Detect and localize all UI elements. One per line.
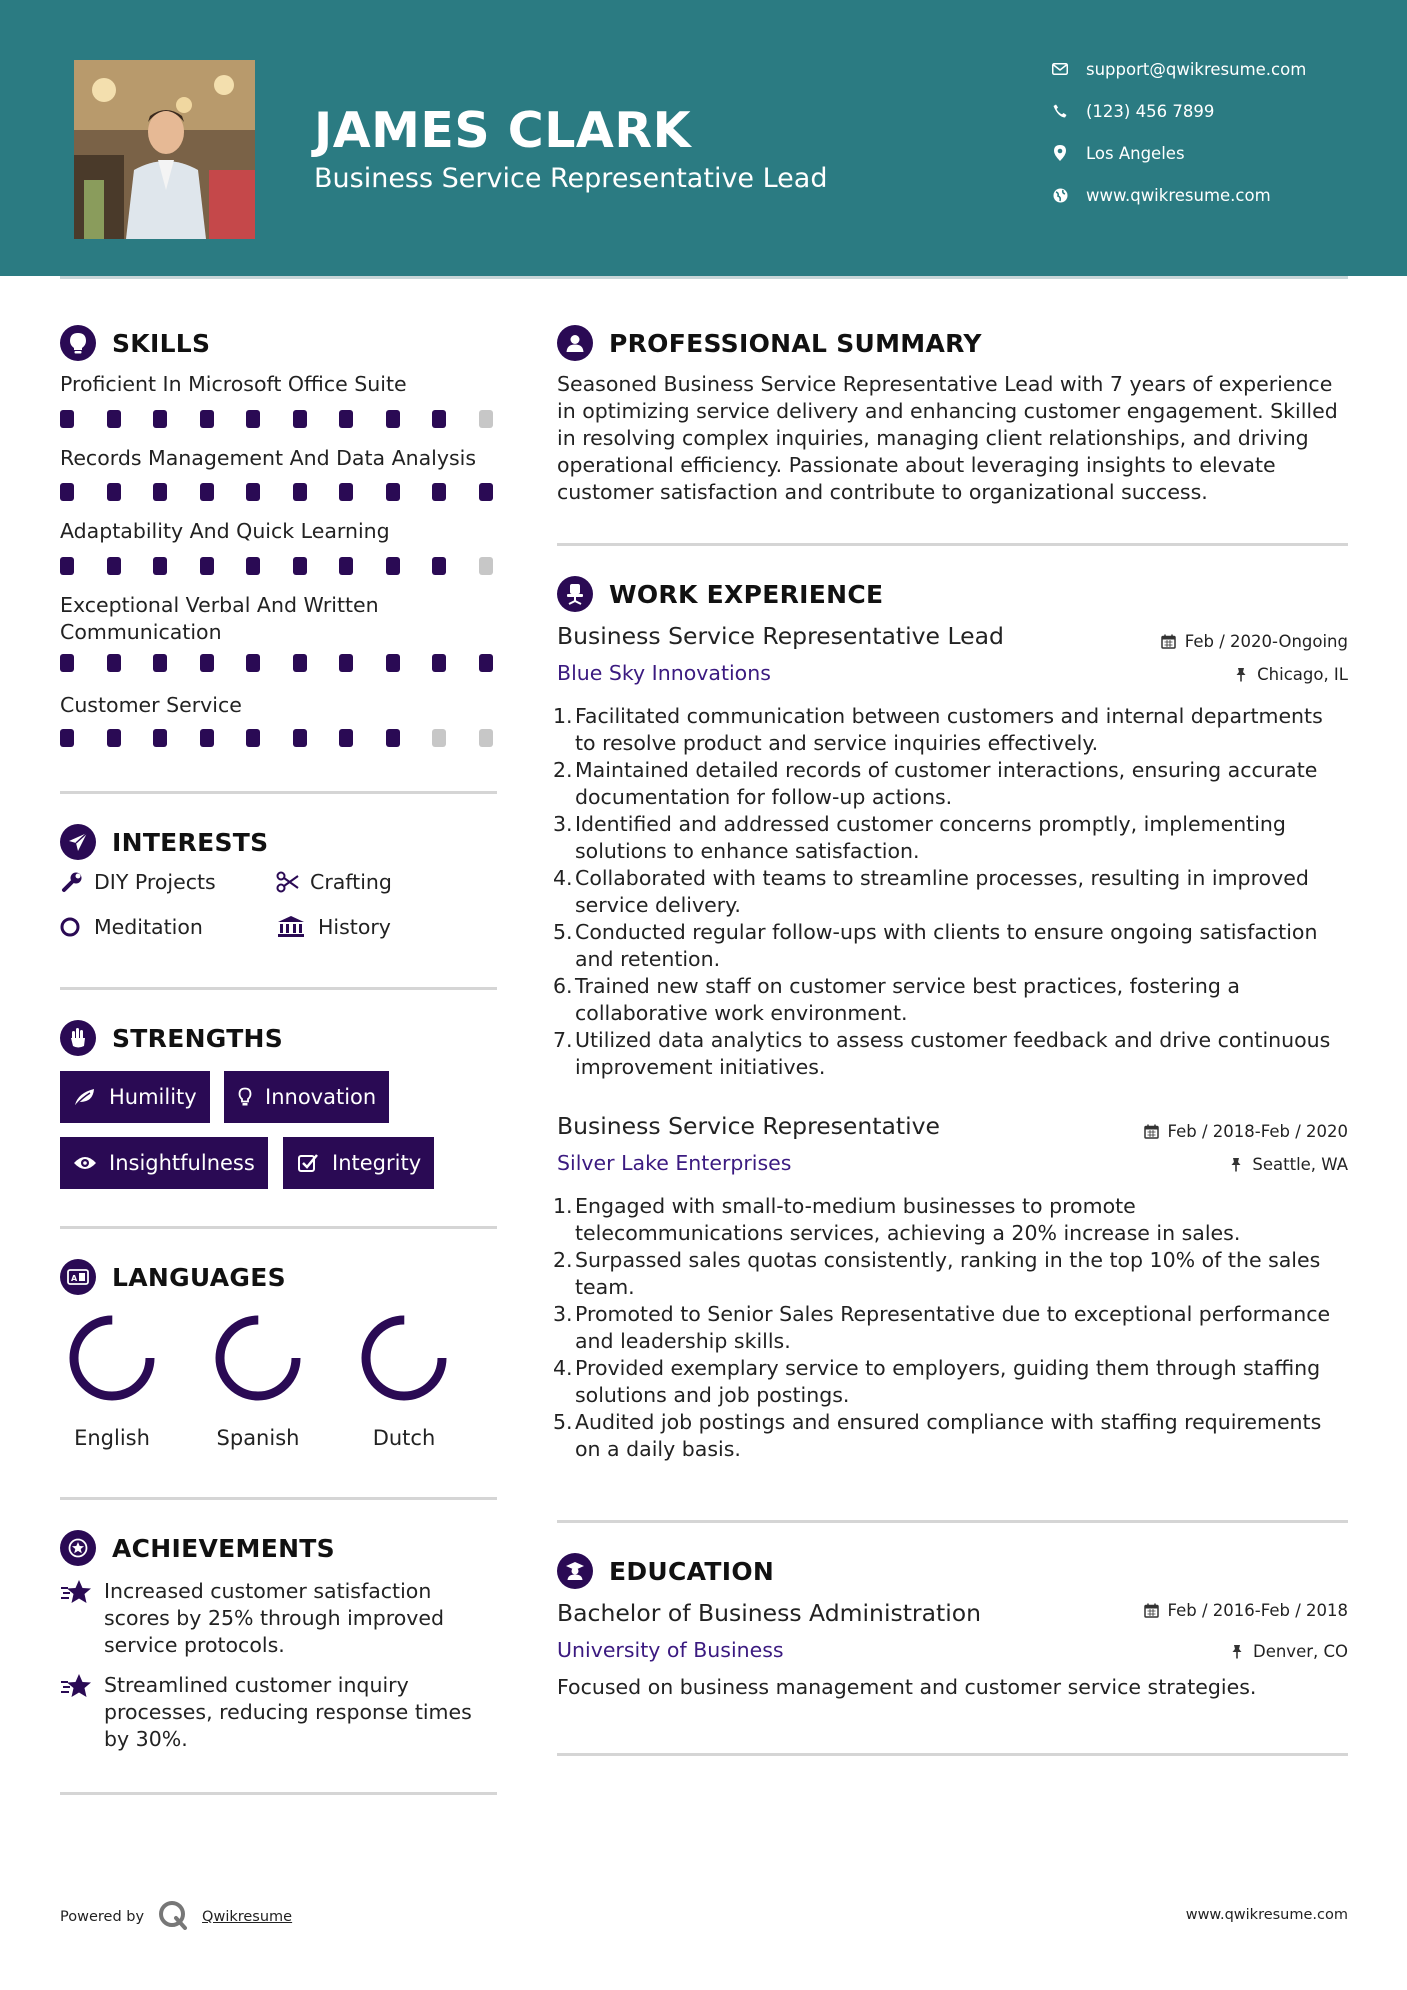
- language-level-ring: [359, 1313, 449, 1403]
- duty-text: Facilitated communication between customers and internal departments to resolve product and service inquiries effectively.: [575, 704, 1323, 755]
- skill-dot-filled: [293, 483, 307, 501]
- skill-dot-filled: [339, 410, 353, 428]
- skill-dot-empty: [479, 410, 493, 428]
- phone-icon: [1050, 101, 1070, 121]
- skill-dot-filled: [432, 410, 446, 428]
- skill-dot-filled: [153, 483, 167, 501]
- strength-label: Integrity: [332, 1151, 422, 1175]
- contact-email-text: support@qwikresume.com: [1086, 59, 1307, 79]
- interests-title: INTERESTS: [112, 827, 269, 857]
- duty-text: Identified and addressed customer concerns promptly, implementing solutions to enhance satisfaction.: [575, 812, 1286, 863]
- skills-heading: [60, 323, 210, 363]
- skill-dot-filled: [246, 729, 260, 747]
- duty-text: Maintained detailed records of customer interactions, ensuring accurate documentation for follow-up actions.: [575, 758, 1318, 809]
- envelope-icon: [1050, 59, 1070, 79]
- education-dates-text: Feb / 2016-Feb / 2018: [1167, 1601, 1348, 1620]
- divider: [60, 987, 497, 990]
- skill-name: Records Management And Data Analysis: [60, 446, 477, 470]
- skill-rating: [60, 483, 500, 503]
- strength-label: Innovation: [265, 1085, 377, 1109]
- office-chair-icon: [557, 576, 593, 612]
- skill-dot-filled: [246, 557, 260, 575]
- skill-dot-filled: [107, 410, 121, 428]
- skill-dot-filled: [386, 729, 400, 747]
- map-pin-icon: [1050, 143, 1070, 163]
- achievement-item: [60, 1672, 500, 1753]
- job-location-text: Seattle, WA: [1252, 1155, 1348, 1174]
- skill-rating: [60, 410, 500, 430]
- summary-heading: [557, 323, 982, 363]
- achievements-heading: [60, 1528, 335, 1568]
- job-duty: [553, 919, 1347, 973]
- candidate-title: Business Service Representative Lead: [314, 163, 828, 194]
- contact-phone-text: (123) 456 7899: [1086, 101, 1215, 121]
- duty-number: 3.: [553, 1302, 573, 1326]
- skill-dot-filled: [153, 654, 167, 672]
- skill-dot-filled: [107, 729, 121, 747]
- skill-dot-filled: [339, 729, 353, 747]
- experience-title: WORK EXPERIENCE: [609, 579, 884, 609]
- skill-dot-empty: [479, 729, 493, 747]
- interest-label: DIY Projects: [94, 870, 216, 894]
- interests-heading: [60, 822, 268, 862]
- hand-icon: [60, 1020, 96, 1056]
- contact-email[interactable]: [1050, 54, 1370, 84]
- skill-dot-filled: [60, 654, 74, 672]
- experience-heading: [557, 574, 883, 614]
- skill-dot-filled: [60, 483, 74, 501]
- strength-label: Insightfulness: [109, 1151, 255, 1175]
- job-duty: [553, 1355, 1347, 1409]
- skill-name: Exceptional Verbal And Written Communication: [60, 593, 379, 644]
- skill-dot-filled: [339, 654, 353, 672]
- language-name: Spanish: [216, 1426, 300, 1450]
- powered-by-text: Powered by: [60, 1909, 145, 1925]
- job-location: [1233, 665, 1348, 684]
- user-icon: [557, 325, 593, 361]
- language-level-arc: [366, 1320, 442, 1396]
- language-name: Dutch: [372, 1426, 436, 1450]
- duty-number: 3.: [553, 812, 573, 836]
- achievement-item: [60, 1578, 500, 1659]
- divider: [557, 1520, 1348, 1523]
- skill-dot-filled: [386, 483, 400, 501]
- duty-text: Utilized data analytics to assess customer feedback and drive continuous improvement initiatives.: [575, 1028, 1331, 1079]
- achievement-text: Streamlined customer inquiry processes, reducing response times by 30%.: [104, 1673, 472, 1751]
- check-square-icon: [296, 1151, 320, 1175]
- duty-number: 2.: [553, 758, 573, 782]
- duty-number: 7.: [553, 1028, 573, 1052]
- pin-icon: [1233, 667, 1249, 683]
- summary-title: PROFESSIONAL SUMMARY: [609, 328, 982, 358]
- svg-text:A: A: [71, 1274, 78, 1283]
- skill-dot-filled: [293, 410, 307, 428]
- skill-rating: [60, 729, 500, 749]
- strength-tag: [224, 1071, 389, 1123]
- duty-text: Audited job postings and ensured compliance with staffing requirements on a daily basis.: [575, 1410, 1322, 1461]
- skill-dot-filled: [432, 654, 446, 672]
- skill-dot-filled: [479, 483, 493, 501]
- duty-number: 4.: [553, 866, 573, 890]
- job-company: Blue Sky Innovations: [557, 661, 771, 685]
- strength-tag: [60, 1071, 210, 1123]
- duty-number: 1.: [553, 704, 573, 728]
- job-duty: [553, 1193, 1347, 1247]
- skill-dot-filled: [60, 557, 74, 575]
- skill-dot-filled: [153, 557, 167, 575]
- education-title: EDUCATION: [609, 1556, 775, 1586]
- language-level-arc: [220, 1320, 296, 1396]
- interest-label: Crafting: [310, 870, 392, 894]
- skill-dot-filled: [246, 483, 260, 501]
- job-dates-text: Feb / 2020-Ongoing: [1184, 632, 1348, 651]
- language-level-arc: [74, 1320, 150, 1396]
- skill-dot-filled: [60, 410, 74, 428]
- duty-text: Trained new staff on customer service best practices, fostering a collaborative work environment.: [575, 974, 1240, 1025]
- skill-dot-filled: [339, 557, 353, 575]
- divider: [557, 1753, 1348, 1756]
- education-school: University of Business: [557, 1638, 784, 1662]
- job-duty: [553, 703, 1347, 757]
- contact-phone[interactable]: [1050, 96, 1370, 126]
- skill-rating: [60, 654, 500, 674]
- paper-plane-icon: [60, 824, 96, 860]
- qwikresume-link[interactable]: Qwikresume: [202, 1909, 293, 1925]
- duty-number: 5.: [553, 1410, 573, 1434]
- divider: [60, 1226, 497, 1229]
- skill-dot-filled: [153, 729, 167, 747]
- skill-dot-filled: [200, 729, 214, 747]
- job-role: Business Service Representative Lead: [557, 622, 1004, 650]
- strengths-heading: [60, 1018, 283, 1058]
- header-banner: [0, 0, 1407, 276]
- job-duty: [553, 865, 1347, 919]
- skill-dot-filled: [479, 654, 493, 672]
- globe-icon: [1050, 185, 1070, 205]
- education-location: [1229, 1642, 1348, 1661]
- skill-dot-filled: [432, 483, 446, 501]
- bank-icon: [276, 915, 306, 939]
- skill-dot-filled: [246, 654, 260, 672]
- job-duty: [553, 1247, 1347, 1301]
- strength-tag: [283, 1137, 434, 1189]
- language-name: English: [74, 1426, 150, 1450]
- job-duty: [553, 757, 1347, 811]
- job-dates: [1161, 632, 1348, 651]
- duty-text: Conducted regular follow-ups with clients to ensure ongoing satisfaction and retention.: [575, 920, 1318, 971]
- skill-dot-filled: [386, 557, 400, 575]
- calendar-icon: [1144, 1124, 1160, 1140]
- duty-text: Engaged with small-to-medium businesses to promote telecommunications services, achieving a 20% increase in sales.: [575, 1194, 1241, 1245]
- duty-text: Promoted to Senior Sales Representative due to exceptional performance and leadership skills.: [575, 1302, 1331, 1353]
- education-location-text: Denver, CO: [1252, 1642, 1348, 1661]
- calendar-icon: [1144, 1603, 1160, 1619]
- duty-number: 1.: [553, 1194, 573, 1218]
- strength-label: Humility: [109, 1085, 197, 1109]
- divider: [557, 543, 1348, 546]
- skill-name: Proficient In Microsoft Office Suite: [60, 372, 407, 396]
- skill-dot-filled: [246, 410, 260, 428]
- skill-dot-filled: [339, 483, 353, 501]
- scissors-icon: [276, 870, 300, 894]
- leaf-icon: [73, 1085, 97, 1109]
- skill-dot-filled: [153, 410, 167, 428]
- skill-dot-empty: [432, 729, 446, 747]
- duty-text: Collaborated with teams to streamline processes, resulting in improved service delivery.: [575, 866, 1309, 917]
- skill-name: Customer Service: [60, 693, 242, 717]
- circle-icon: [60, 915, 80, 939]
- education-heading: [557, 1551, 774, 1591]
- duty-text: Surpassed sales quotas consistently, ranking in the top 10% of the sales team.: [575, 1248, 1321, 1299]
- star-icon: [60, 1578, 92, 1610]
- contact-location: [1050, 138, 1370, 168]
- wrench-icon: [60, 870, 84, 894]
- strength-tag: [60, 1137, 268, 1189]
- skill-dot-filled: [386, 410, 400, 428]
- job-dates: [1144, 1122, 1348, 1141]
- pin-icon: [1228, 1157, 1244, 1173]
- calendar-icon: [1161, 634, 1177, 650]
- footer-url[interactable]: www.qwikresume.com: [1185, 1907, 1348, 1923]
- divider: [60, 791, 497, 794]
- profile-photo: [74, 60, 255, 239]
- job-duties-list: [553, 1193, 1347, 1463]
- interest-item: [60, 870, 216, 894]
- skill-dot-empty: [479, 557, 493, 575]
- job-duty: [553, 1409, 1347, 1463]
- skill-dot-filled: [107, 654, 121, 672]
- languages-heading: [60, 1257, 286, 1297]
- contact-location-text: Los Angeles: [1086, 143, 1185, 163]
- interest-label: History: [318, 915, 391, 939]
- lightbulb-icon: [237, 1085, 253, 1109]
- job-company: Silver Lake Enterprises: [557, 1151, 792, 1175]
- skill-rating: [60, 557, 500, 577]
- interest-item: [276, 870, 392, 894]
- interest-item: [276, 915, 391, 939]
- skills-title: SKILLS: [112, 328, 211, 358]
- job-role: Business Service Representative: [557, 1112, 940, 1140]
- language-level-ring: [67, 1313, 157, 1403]
- skill-name: Adaptability And Quick Learning: [60, 519, 390, 543]
- skill-dot-filled: [293, 729, 307, 747]
- interest-item: [60, 915, 203, 939]
- candidate-name: JAMES CLARK: [314, 102, 692, 159]
- achievements-title: ACHIEVEMENTS: [112, 1533, 335, 1563]
- graduate-icon: [557, 1553, 593, 1589]
- duty-number: 2.: [553, 1248, 573, 1272]
- skill-dot-filled: [107, 483, 121, 501]
- contact-website-text: www.qwikresume.com: [1086, 185, 1271, 205]
- skill-dot-filled: [293, 654, 307, 672]
- divider: [60, 1497, 497, 1500]
- strengths-title: STRENGTHS: [112, 1023, 284, 1053]
- duty-text: Provided exemplary service to employers, guiding them through staffing solutions and job postings.: [575, 1356, 1321, 1407]
- contact-website[interactable]: [1050, 180, 1370, 210]
- job-duties-list: [553, 703, 1347, 1081]
- skill-dot-filled: [386, 654, 400, 672]
- skill-dot-filled: [200, 654, 214, 672]
- header-divider: [60, 276, 1348, 279]
- skill-dot-filled: [432, 557, 446, 575]
- lightbulb-icon: [60, 325, 96, 361]
- skill-dot-filled: [60, 729, 74, 747]
- job-duty: [553, 1027, 1347, 1081]
- pin-icon: [1229, 1644, 1245, 1660]
- skill-dot-filled: [200, 410, 214, 428]
- education-dates: [1144, 1601, 1348, 1620]
- job-dates-text: Feb / 2018-Feb / 2020: [1167, 1122, 1348, 1141]
- job-duty: [553, 811, 1347, 865]
- summary-text: Seasoned Business Service Representative Lead with 7 years of experience in optimizing service delivery and enhancing customer engagement. Skilled in resolving complex inquiries, managing client relationships, and driving operational efficiency. Passionate about leveraging insights to elevate customer satisfaction and contribute to organizational success.: [557, 372, 1338, 504]
- eye-icon: [73, 1151, 97, 1175]
- duty-number: 4.: [553, 1356, 573, 1380]
- skill-dot-filled: [200, 557, 214, 575]
- job-location-text: Chicago, IL: [1257, 665, 1348, 684]
- job-duty: [553, 1301, 1347, 1355]
- education-description: Focused on business management and customer service strategies.: [557, 1675, 1257, 1699]
- star-badge-icon: [60, 1530, 96, 1566]
- translate-icon: [60, 1259, 96, 1295]
- language-level-ring: [213, 1313, 303, 1403]
- divider: [60, 1792, 497, 1795]
- skill-dot-filled: [293, 557, 307, 575]
- achievement-text: Increased customer satisfaction scores by 25% through improved service protocols.: [104, 1579, 445, 1657]
- footer-powered-by: [60, 1900, 292, 1934]
- skill-dot-filled: [107, 557, 121, 575]
- job-location: [1228, 1155, 1348, 1174]
- qwikresume-logo-icon: [158, 1900, 188, 1934]
- education-degree: Bachelor of Business Administration: [557, 1599, 982, 1627]
- duty-number: 6.: [553, 974, 573, 998]
- interest-label: Meditation: [94, 915, 203, 939]
- languages-title: LANGUAGES: [112, 1262, 286, 1292]
- skill-dot-filled: [200, 483, 214, 501]
- job-duty: [553, 973, 1347, 1027]
- duty-number: 5.: [553, 920, 573, 944]
- star-icon: [60, 1672, 92, 1704]
